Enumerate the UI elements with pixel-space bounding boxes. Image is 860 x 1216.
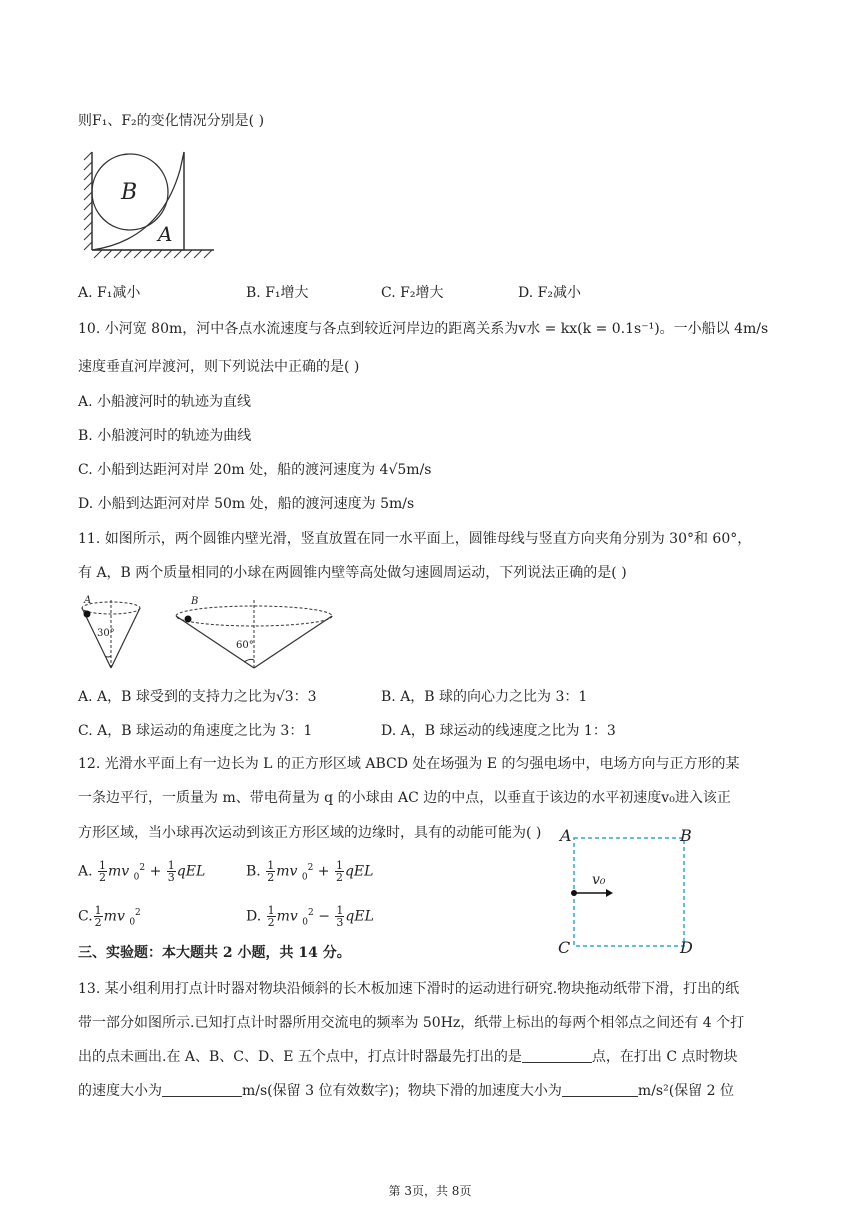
q12-option-d-prefix: D. [246, 908, 262, 925]
q12-line2: 一条边平行，一质量为 m、带电荷量为 q 的小球由 AC 边的中点，以垂直于该边的水平初速度v₀进入该正 [78, 790, 731, 806]
q12-fig-label-v0: v₀ [592, 872, 606, 888]
q12-option-c[interactable]: C. $\frac{1}{2}$ mv $_0^2$ [78, 904, 141, 929]
q9-option-c[interactable]: C. F₂增大 [381, 285, 444, 301]
q11-fig-angle-a: 30° [97, 628, 115, 639]
q13-line4 [78, 1080, 734, 1102]
q9-figure-label-a: A [158, 222, 173, 246]
q10-option-b[interactable]: B. 小船渡河时的轨迹为曲线 [78, 428, 252, 444]
q10-line2: 速度垂直河岸渡河，则下列说法中正确的是( ) [78, 359, 360, 375]
q11-option-b[interactable]: B. A，B 球的向心力之比为 3：1 [381, 689, 588, 705]
q13-line3-a: 出的点未画出.在 A、B、C、D、E 五个点中，打点计时器最先打出的是 [78, 1049, 522, 1065]
q12-line3: 方形区域，当小球再次运动到该正方形区域的边缘时，具有的动能可能为( ) [78, 825, 542, 841]
fraction-half: $\frac{1}{2}$ [267, 859, 275, 884]
section-3-title: 三、实验题：本大题共 2 小题，共 14 分。 [78, 945, 351, 961]
q13-line2: 带一部分如图所示.已知打点计时器所用交流电的频率为 50Hz，纸带上标出的每两个相邻点之间还有 4 个打 [78, 1015, 745, 1031]
q13-blank-3[interactable] [562, 1082, 638, 1097]
q12-figure [560, 826, 710, 956]
q11-fig-label-b: B [191, 596, 199, 607]
q11-fig-label-a: A [84, 595, 92, 606]
q13-blank-1[interactable] [522, 1048, 592, 1063]
q13-line4-b: m/s(保留 3 位有效数字)；物块下滑的加速度大小为 [242, 1083, 562, 1099]
q12-fig-label-d: D [680, 938, 693, 957]
fraction-third: $\frac{1}{3}$ [167, 859, 175, 884]
q10-line1: 10. 小河宽 80m，河中各点水流速度与各点到较近河岸边的距离关系为v水 = kx(k = 0.1s⁻¹)。一小船以 4m/s [78, 321, 769, 337]
q12-option-a-prefix: A. [78, 863, 93, 880]
fraction-half: $\frac{1}{2}$ [267, 904, 275, 929]
q13-line3 [78, 1046, 738, 1068]
q11-fig-angle-b: 60° [236, 640, 254, 651]
q11-line1: 11. 如图所示，两个圆锥内壁光滑，竖直放置在同一水平面上，圆锥母线与竖直方向夹角分别为 30°和 60°， [78, 531, 752, 547]
q11-line2: 有 A，B 两个质量相同的小球在两圆锥内壁等高处做匀速圆周运动，下列说法正确的是( ) [78, 565, 627, 581]
q12-fig-label-b: B [680, 826, 692, 845]
q13-line4-a: 的速度大小为 [78, 1083, 162, 1099]
q9-option-d[interactable]: D. F₂减小 [518, 285, 581, 301]
q12-option-d[interactable]: D. $\frac{1}{2}$ mv $_0^2$ − $\frac{1}{3}$ qEL [246, 904, 374, 929]
q11-option-c[interactable]: C. A，B 球运动的角速度之比为 3：1 [78, 723, 313, 739]
fraction-half: $\frac{1}{2}$ [94, 904, 102, 929]
q12-option-b-prefix: B. [246, 863, 261, 880]
q13-line4-c: m/s²(保留 2 位 [637, 1083, 734, 1099]
q9-option-b[interactable]: B. F₁增大 [246, 285, 309, 301]
q10-option-c[interactable]: C. 小船到达距河对岸 20m 处，船的渡河速度为 4√5m/s [78, 462, 432, 478]
q9-figure-label-b: B [121, 180, 138, 205]
page-footer: 第 3页，共 8页 [388, 1184, 472, 1198]
fraction-third: $\frac{1}{3}$ [336, 904, 344, 929]
q12-option-a-tail: qEL [176, 863, 206, 880]
q12-fig-label-c: C [558, 938, 571, 957]
q9-figure [80, 150, 220, 262]
q13-blank-2[interactable] [162, 1082, 242, 1097]
q12-fig-label-a: A [560, 826, 572, 845]
q13-line1: 13. 某小组利用打点计时器对物块沿倾斜的长木板加速下滑时的运动进行研究.物块拖动纸带下滑，打出的纸 [78, 981, 740, 997]
q12-line1: 12. 光滑水平面上有一边长为 L 的正方形区域 ABCD 处在场强为 E 的匀强电场中，电场方向与正方形的某 [78, 756, 740, 772]
fraction-half: $\frac{1}{2}$ [99, 859, 107, 884]
q11-option-a[interactable]: A. A，B 球受到的支持力之比为√3：3 [78, 689, 317, 705]
q9-stem: 则F₁、F₂的变化情况分别是( ) [78, 113, 265, 129]
q12-option-b-tail: qEL [344, 863, 374, 880]
q9-option-a[interactable]: A. F₁减小 [78, 285, 141, 301]
q10-option-a[interactable]: A. 小船渡河时的轨迹为直线 [78, 394, 252, 410]
q12-option-d-tail: qEL [345, 908, 374, 925]
q13-line3-b: 点，在打出 C 点时物块 [591, 1049, 738, 1065]
fraction-half: $\frac{1}{2}$ [335, 859, 343, 884]
q12-option-c-prefix: C. [78, 908, 93, 925]
q11-option-d[interactable]: D. A，B 球运动的线速度之比为 1：3 [381, 723, 616, 739]
q12-option-b[interactable]: B. $\frac{1}{2}$ mv $_0^2$ + $\frac{1}{2}$ qEL [246, 859, 374, 884]
q10-option-d[interactable]: D. 小船到达距河对岸 50m 处，船的渡河速度为 5m/s [78, 496, 415, 512]
q12-option-a[interactable]: A. $\frac{1}{2}$ mv $_0^2$ + $\frac{1}{3}$ qEL [78, 859, 206, 884]
